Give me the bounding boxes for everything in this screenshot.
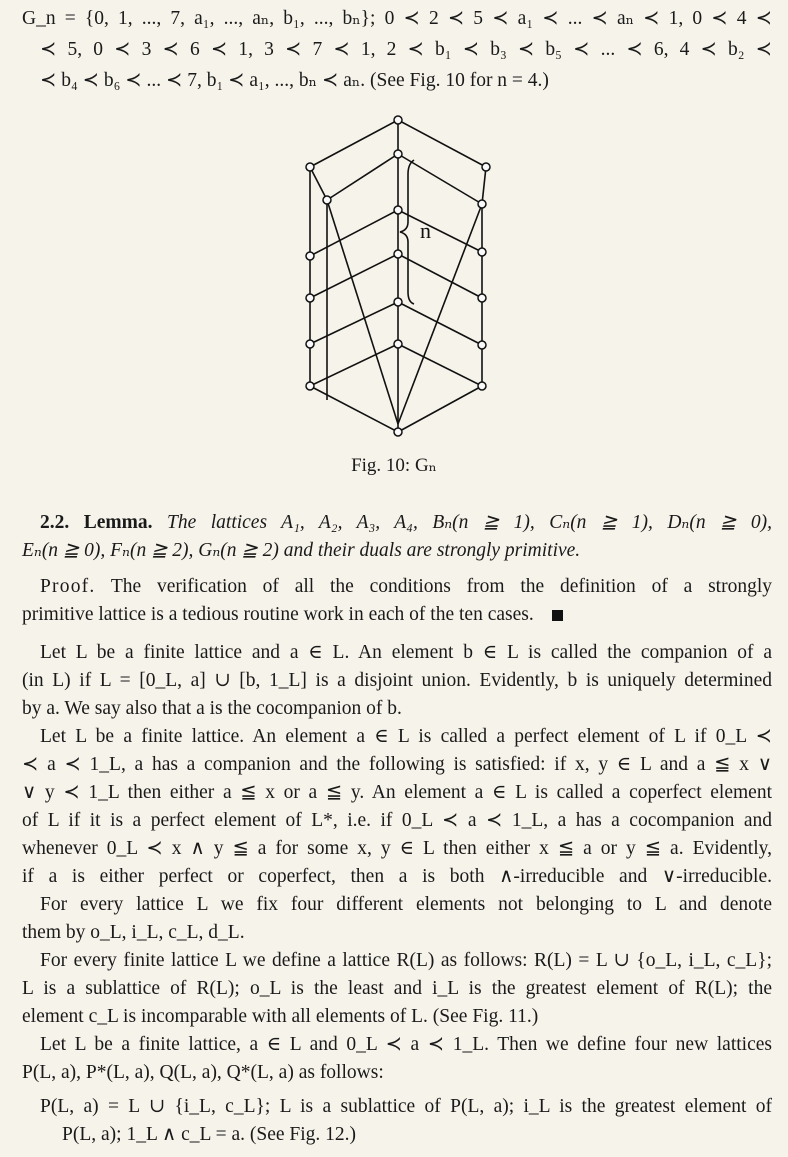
text-line: Let L be a finite lattice. An element a ∈ L is called a perfect element of L if 0_L ≺ — [40, 726, 772, 747]
lemma-text: The lattices A₁, A₂, A₃, A₄, Bₙ(n ≧ 1), Cₙ(n ≧ 1), Dₙ(n ≧ 0), — [167, 512, 772, 533]
qed-square-icon — [552, 610, 563, 621]
text-line: ∨ y ≺ 1_L then either a ≦ x or a ≦ y. An element a ∈ L is called a coperfect element — [22, 782, 772, 803]
text-line: For every lattice L we fix four different elements not belonging to L and denote — [40, 894, 772, 915]
text-line: them by o_L, i_L, c_L, d_L. — [22, 922, 245, 943]
text-line: For every finite lattice L we define a lattice R(L) as follows: R(L) = L ∪ {o_L, i_L, c_L}; — [40, 950, 772, 971]
text-line: element c_L is incomparable with all elements of L. (See Fig. 11.) — [22, 1006, 539, 1027]
lemma-number: 2.2. Lemma. — [40, 512, 153, 533]
figure-caption: Fig. 10: Gₙ — [351, 455, 437, 476]
proof-label: Proof. — [40, 576, 96, 597]
text-line: (in L) if L = [0_L, a] ∪ [b, 1_L] is a disjoint union. Evidently, b is uniquely determined — [22, 670, 772, 691]
lattice-diagram — [296, 112, 496, 442]
lemma-line-2: Eₙ(n ≧ 0), Fₙ(n ≧ 2), Gₙ(n ≧ 2) and their duals are strongly primitive. — [22, 540, 581, 561]
proof-text: The verification of all the conditions from the definition of a strongly — [110, 576, 772, 597]
text-line: ≺ 5, 0 ≺ 3 ≺ 6 ≺ 1, 3 ≺ 7 ≺ 1, 2 ≺ b₁ ≺ b₃ ≺ b₅ ≺ ... ≺ 6, 4 ≺ b₂ ≺ — [40, 39, 772, 60]
text-line: if a is either perfect or coperfect, then a is both ∧-irreducible and ∨-irreducible. — [22, 866, 772, 887]
proof-line-2 — [22, 602, 772, 628]
proof-line-1 — [40, 574, 772, 600]
text-line: P(L, a), P*(L, a), Q(L, a), Q*(L, a) as follows: — [22, 1062, 384, 1083]
lemma-line-1 — [40, 510, 772, 536]
text-line: Let L be a finite lattice, a ∈ L and 0_L ≺ a ≺ 1_L. Then we define four new lattices — [40, 1034, 772, 1055]
text-line: of L if it is a perfect element of L*, i.e. if 0_L ≺ a ≺ 1_L, a has a cocompanion and — [22, 810, 772, 831]
text-line: Let L be a finite lattice and a ∈ L. An element b ∈ L is called the companion of a — [40, 642, 772, 663]
text-line: L is a sublattice of R(L); o_L is the least and i_L is the greatest element of R(L); the — [22, 978, 772, 999]
text-line: by a. We say also that a is the cocompanion of b. — [22, 698, 402, 719]
text-line: whenever 0_L ≺ x ∧ y ≦ a for some x, y ∈ L then either x ≦ a or y ≦ a. Evidently, — [22, 838, 772, 859]
brace-label: n — [420, 218, 431, 243]
text-line: P(L, a); 1_L ∧ c_L = a. (See Fig. 12.) — [62, 1124, 357, 1145]
proof-text: primitive lattice is a tedious routine work in each of the ten cases. — [22, 604, 534, 625]
text-line: ≺ b₄ ≺ b₆ ≺ ... ≺ 7, b₁ ≺ a₁, ..., bₙ ≺ aₙ. (See Fig. 10 for n = 4.) — [40, 70, 549, 91]
text-line: ≺ a ≺ 1_L, a has a companion and the following is satisfied: if x, y ∈ L and a ≦ x ∨ — [22, 754, 772, 775]
text-line: P(L, a) = L ∪ {i_L, c_L}; L is a sublattice of P(L, a); i_L is the greatest element of — [40, 1096, 772, 1117]
text-line: G_n = {0, 1, ..., 7, a₁, ..., aₙ, b₁, ..., bₙ}; 0 ≺ 2 ≺ 5 ≺ a₁ ≺ ... ≺ aₙ ≺ 1, 0 ≺ 4 ≺ — [22, 8, 772, 29]
